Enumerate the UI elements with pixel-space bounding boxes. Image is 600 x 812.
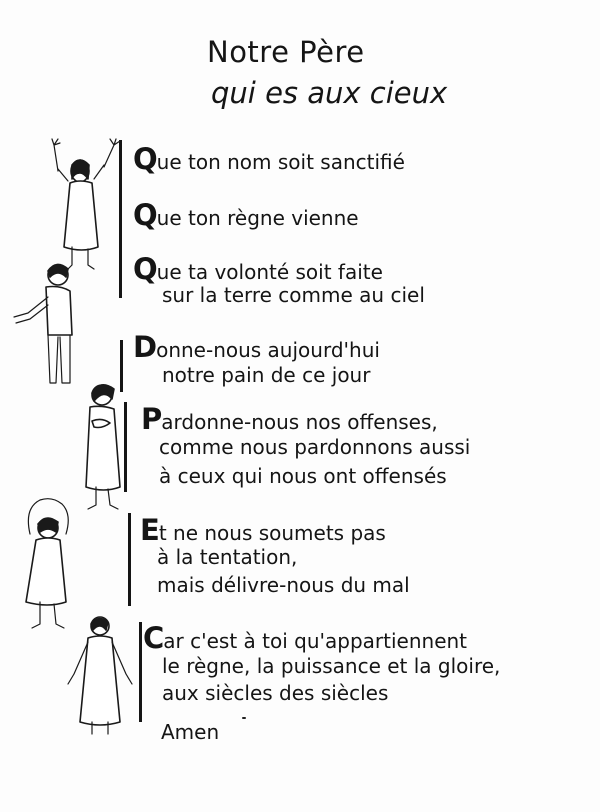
verse-7-line-3: aux siècles des siècles bbox=[162, 681, 389, 705]
verse-4-initial: D bbox=[133, 330, 157, 364]
verse-bar-5 bbox=[139, 622, 142, 722]
figure-hands-on-chest-icon bbox=[74, 377, 138, 517]
figure-arms-raised-icon bbox=[44, 135, 124, 277]
verse-5-line-3: à ceux qui nous ont offensés bbox=[159, 464, 447, 488]
verse-4-line-1: Donne-nous aujourd'hui bbox=[133, 330, 380, 364]
page-subtitle: qui es aux cieux bbox=[211, 76, 448, 110]
verse-3-initial: Q bbox=[133, 252, 157, 286]
verse-7-initial: C bbox=[143, 621, 164, 655]
ink-speck bbox=[242, 717, 246, 719]
verse-2-initial: Q bbox=[133, 198, 157, 232]
verse-6-initial: E bbox=[140, 513, 159, 547]
verse-5-line-1: Pardonne-nous nos offenses, bbox=[141, 402, 438, 436]
verse-7-line-2: le règne, la puissance et la gloire, bbox=[162, 654, 501, 678]
amen-text: Amen bbox=[161, 720, 220, 744]
verse-2-line-1: Que ton règne vienne bbox=[133, 198, 359, 232]
verse-4-line-2: notre pain de ce jour bbox=[162, 363, 371, 387]
figure-palms-open-icon bbox=[62, 612, 138, 740]
verse-6-line-3: mais délivre-nous du mal bbox=[157, 573, 410, 597]
verse-bar-4 bbox=[128, 513, 131, 606]
verse-1-line-1: Que ton nom soit sanctifié bbox=[133, 142, 405, 176]
verse-5-line-2: comme nous pardonnons aussi bbox=[159, 435, 471, 459]
verse-3-line-1: Que ta volonté soit faite bbox=[133, 252, 383, 286]
verse-1-initial: Q bbox=[133, 142, 157, 176]
verse-7-line-1: Car c'est à toi qu'appartiennent bbox=[143, 621, 468, 655]
verse-6-line-1: Et ne nous soumets pas bbox=[140, 513, 386, 547]
verse-6-line-2: à la tentation, bbox=[157, 545, 298, 569]
verse-5-initial: P bbox=[141, 402, 162, 436]
verse-3-line-2: sur la terre comme au ciel bbox=[162, 283, 425, 307]
page-title: Notre Père bbox=[207, 35, 365, 69]
figure-hands-offering-icon bbox=[8, 257, 84, 387]
